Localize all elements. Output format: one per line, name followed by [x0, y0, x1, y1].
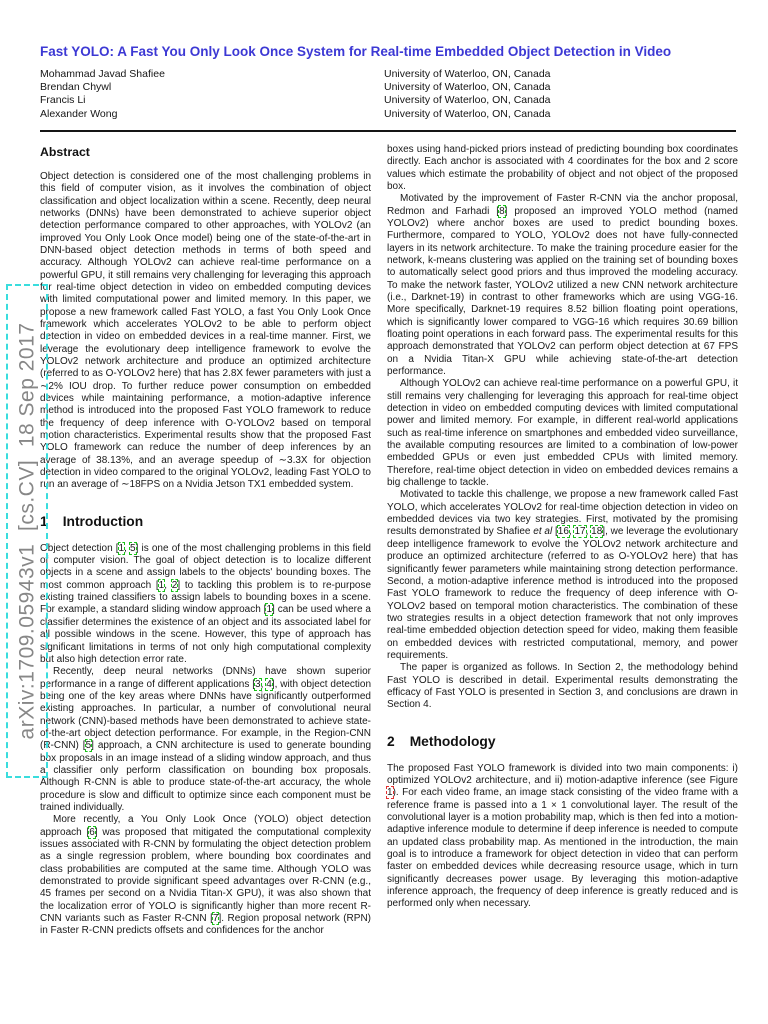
- citation-link[interactable]: 1: [158, 579, 165, 591]
- intro-paragraph: The paper is organized as follows. In Section 2, the methodology behind Fast YOLO is described in detail. Experimental results demonstrating the efficacy of Fast YOLO is presented in Section 3, and conclusions are drawn in Section 4.: [387, 662, 738, 711]
- section-heading-methodology: [387, 734, 738, 749]
- citation-link[interactable]: 4: [266, 678, 272, 690]
- citation-link[interactable]: 5: [85, 740, 92, 752]
- section-heading-introduction: [40, 514, 371, 529]
- author-affiliation: University of Waterloo, ON, Canada: [384, 81, 551, 94]
- intro-paragraph: Recently, deep neural networks (DNNs) have shown superior performance in a range of different applications [3, 4], with object detection being one of the key areas where DNNs have significantly outperformed existing approaches. In particular, a number of convolutional neural network (CNN)-based methods have been demonstrated to achieve state-of-the-art object detection performance. For example, in the Region-CNN (R-CNN) [5] approach, a CNN architecture is used to generate bounding box proposals in an image instead of a sliding window approach, and thus a classifier only perform classification on bounding box proposals. Although R-CNN is able to produce state-of-the-art accuracy, the whole procedure is slow and difficult to optimize since each component must be trained individually.: [40, 666, 372, 813]
- author-affiliation: University of Waterloo, ON, Canada: [384, 107, 551, 120]
- author-affiliation: University of Waterloo, ON, Canada: [384, 94, 551, 107]
- two-column-body: [40, 144, 738, 938]
- author-row: [40, 108, 738, 121]
- right-column: [387, 144, 738, 938]
- intro-paragraph-continuation: boxes using hand-picked priors instead of predicting bounding box coordinates directly. Each anchor is associated with 4 coordinates for the box and 2 score values which estimate the probability of object and not object of the proposed box.: [387, 143, 738, 192]
- author-name: Brendan Chywl: [40, 81, 112, 94]
- citation-link[interactable]: 1: [118, 542, 125, 554]
- citation-link[interactable]: 16: [557, 526, 569, 538]
- header-divider: [40, 130, 736, 132]
- citation-link[interactable]: 7: [212, 913, 219, 925]
- author-row: [40, 81, 738, 94]
- citation-link[interactable]: 5: [130, 542, 136, 554]
- paper-title: Fast YOLO: A Fast You Only Look Once System for Real-time Embedded Object Detection in Video: [40, 44, 672, 59]
- citation-link[interactable]: 6: [89, 826, 95, 838]
- methodology-paragraph: The proposed Fast YOLO framework is divided into two main components: i) optimized YOLOv2 architecture, and ii) motion-adaptive inference (see Figure 1). For each video frame, an image stack consisting of the video frame with a reference frame is passed into a 1 × 1 convolutional layer. The result of the convolutional layer is a motion probability map, which is then fed into a motion-adaptive inference module to determine if deep inference is needed to compute an updated class probability map. As mentioned in the introduction, the main goal is to introduce a framework for object detection in video that can perform faster on embedded devices while decreasing resource usage, which in turn significantly decreases power usage. By leveraging this motion-adaptive inference approach, the frequency of deep inference is greatly reduced and is performed only when necessary.: [387, 762, 738, 910]
- author-name: Alexander Wong: [40, 107, 118, 120]
- arxiv-watermark[interactable]: [6, 284, 48, 778]
- section-number: 2: [387, 733, 395, 749]
- section-title: Introduction: [62, 513, 144, 529]
- section-title: Methodology: [409, 733, 496, 749]
- author-name: Francis Li: [40, 94, 86, 107]
- arxiv-id-link[interactable]: arXiv:1709.05943v1 [cs.CV] 18 Sep 2017: [15, 322, 38, 740]
- citation-link[interactable]: 17: [574, 526, 586, 538]
- author-block: [40, 68, 738, 121]
- figure-reference-link[interactable]: 1: [387, 787, 393, 799]
- intro-paragraph: More recently, a You Only Look Once (YOLO) object detection approach [6] was proposed that mitigated the computational complexity issues associated with R-CNN by formulating the object detection problem as a single regression problem, where bounding box coordinates and class probabilities are computed at the same time. Although YOLO was demonstrated to provide significant speed advantages over R-CNN (e.g., 45 frames per second on a Nvidia Titan-X GPU), it was also shown that the localization error of YOLO is significantly higher than more recent R-CNN variants such as Faster R-CNN [7]. Region proposal network (RPN) in Faster R-CNN predicts offsets and confidences for the anchor: [40, 814, 371, 937]
- citation-link[interactable]: 1: [266, 604, 273, 616]
- intro-paragraph: Motivated by the improvement of Faster R-CNN via the anchor proposal, Redmon and Farhadi [8] proposed an improved YOLO method (named YOLOv2) where anchor boxes are used to predict bounding boxes. Furthermore, compared to YOLO, YOLOv2 does not have fully-connected layers in its network architecture. To make the training procedure easier for the network, k-means clustering was applied on the training set of bounding boxes to automatically select good priors and thus improved the modeling accuracy. To make the network faster, YOLOv2 utilized a new CNN network architecture (i.e., Darknet-19) in contrast to other frameworks which are using VGG-16. More specifically, Darknet-19 requires 8.52 billion floating point operations, which is significantly lower compared to VGG-16 which requires 30.69 billion floating point operations in each forward pass. The experimental results for this approach demonstrated that YOLOv2 can perform object detection at 67 FPS on a Nvidia Titan-X GPU while achieving state-of-the-art detection performance.: [387, 193, 738, 377]
- citation-link[interactable]: 3: [255, 678, 261, 690]
- author-row: [40, 94, 738, 107]
- abstract-text: Object detection is considered one of the most challenging problems in this field of computer vision, as it involves the combination of object classification and object localization within a scene. Recently, deep neural networks (DNNs) have been demonstrated to achieve superior object detection performance compared to other approaches, with YOLOv2 (an improved You Only Look Once model) being one of the state-of-the-art in DNN-based object detection methods in terms of both speed and accuracy. Although YOLOv2 can achieve real-time performance on a powerful GPU, it still remains very challenging for leveraging this approach for real-time object detection in video on embedded computing devices with limited computational power and limited memory. In this paper, we propose a new framework called Fast YOLO, a fast You Only Look Once framework which accelerates YOLOv2 to be able to perform object detection in video on embedded devices in a real-time manner. First, we leverage the evolutionary deep intelligence framework to evolve the YOLOv2 network architecture and produce an optimized architecture (referred to as O-YOLOv2 here) that has 2.8X fewer parameters with just a ∼2% IOU drop. To further reduce power consumption on embedded devices while maintaining performance, a motion-adaptive inference method is introduced into the proposed Fast YOLO framework to reduce the frequency of deep inference with O-YOLOv2 based on temporal motion characteristics. Experimental results show that the proposed Fast YOLO framework can reduce the number of deep inferences by an average of 38.13%, and an average speedup of ∼3.3X for objection detection in video compared to the original YOLOv2, leading Fast YOLO to run an average of ∼18FPS on a Nvidia Jetson TX1 embedded system.: [40, 170, 371, 491]
- citation-link[interactable]: 8: [499, 205, 505, 217]
- author-name: Mohammad Javad Shafiee: [40, 68, 165, 80]
- section-number: 1: [40, 513, 48, 529]
- citation-link[interactable]: 2: [171, 579, 178, 591]
- left-column: [40, 144, 371, 938]
- intro-paragraph: Object detection [1, 5] is one of the most challenging problems in this field of computer vision. The goal of object detection is to localize different objects in a scene and assign labels to the objects' bounding boxes. The most common approach [1, 2] to tackling this problem is to re-purpose existing trained classifiers to assign labels to bounding boxes in a scene. For example, a standard sliding window approach [1] can be used where a classifier determines the existence of an object and its associated label for all possible windows in the scene. However, this type of approach has significant limitations in terms of not only high computational complexity but also high detection error rate.: [40, 542, 372, 665]
- author-row: [40, 68, 738, 81]
- intro-paragraph: Motivated to tackle this challenge, we propose a new framework called Fast YOLO, which accelerates YOLOv2 for real-time objection detection in video on embedded devices via two key strategies. First, motivated by the promising results demonstrated by Shafiee et al [16, 17, 18], we leverage the evolutionary deep intelligence framework to evolve the YOLOv2 network architecture and produce an optimized architecture (referred to as O-YOLOv2 here) that has significantly fewer parameters while maintaining strong detection performance. Second, a motion-adaptive inference method is introduced into the proposed Fast YOLO framework to reduce the frequency of deep inference with O-YOLOv2 based on temporal motion characteristics. The combination of these two strategies results in a object detection framework that not only improves real-time embedded objection detection speed for video, making them feasible on embedded devices with restricted computational, memory, and power requirements.: [387, 489, 738, 661]
- abstract-heading: Abstract: [40, 144, 90, 159]
- citation-link[interactable]: 18: [591, 526, 603, 538]
- author-affiliation: University of Waterloo, ON, Canada: [384, 68, 551, 80]
- intro-paragraph: Although YOLOv2 can achieve real-time performance on a powerful GPU, it still remains very challenging for leveraging this approach for real-time object detection in video on embedded computing devices with limited computational power and limited memory. For example, in different real-world applications such as real-time inference on smartphones and embedded video surveillance, the available computing resources are limited to a combination of low-power embedded GPUs or even just embedded CPUs with limited memory. Therefore, real-time object detection in video on embedded devices remains a big challenge to tackle.: [387, 378, 738, 489]
